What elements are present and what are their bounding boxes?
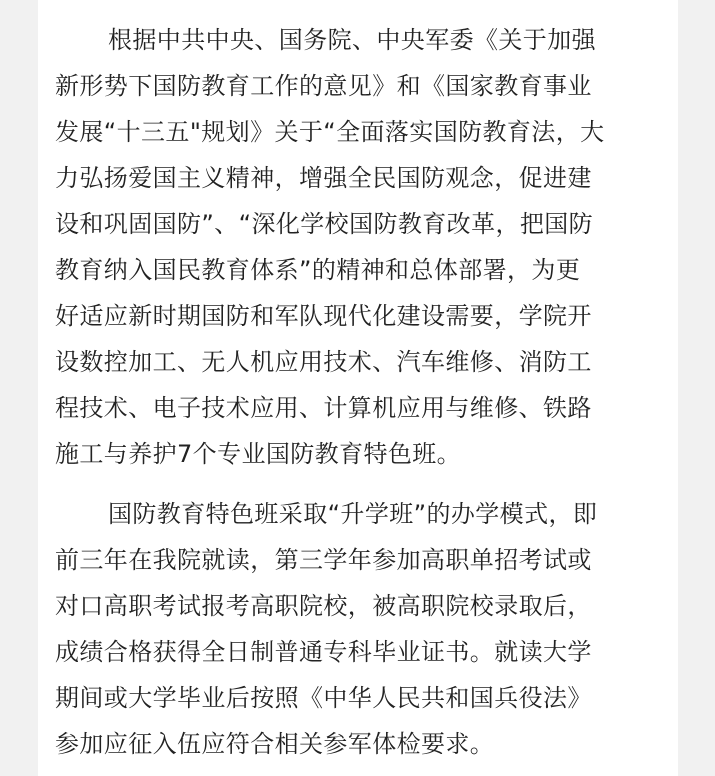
- article-body: [38, 0, 678, 776]
- text-line: 根据中共中央、国务院、中央军委《关于加强: [108, 26, 596, 54]
- text-line: 新形势下国防教育工作的意见》和《国家教育事业: [55, 72, 592, 100]
- text-line: 前三年在我院就读，第三学年参加高职单招考试或: [55, 546, 592, 574]
- text-line: 发展“十三五"规划》关于“全面落实国防教育法，大: [55, 118, 605, 146]
- text-line: 国防教育特色班采取“升学班”的办学模式，即: [108, 500, 598, 528]
- text-line: 对口高职考试报考高职院校，被高职院校录取后，: [55, 592, 592, 620]
- text-line: 成绩合格获得全日制普通专科毕业证书。就读大学: [55, 638, 592, 666]
- text-line: 程技术、电子技术应用、计算机应用与维修、铁路: [55, 394, 592, 422]
- text-line: 设和巩固国防”、“深化学校国防教育改革，把国防: [55, 210, 594, 238]
- text-line: 设数控加工、无人机应用技术、汽车维修、消防工: [55, 348, 592, 376]
- text-line: 期间或大学毕业后按照《中华人民共和国兵役法》: [55, 684, 592, 712]
- text-line: 好适应新时期国防和军队现代化建设需要，学院开: [55, 302, 592, 330]
- text-line: 教育纳入国民教育体系”的精神和总体部署，为更: [55, 256, 581, 284]
- text-line: 参加应征入伍应符合相关参军体检要求。: [55, 730, 495, 758]
- text-line: 力弘扬爱国主义精神，增强全民国防观念，促进建: [55, 164, 592, 192]
- text-line: 施工与养护7个专业国防教育特色班。: [55, 440, 462, 468]
